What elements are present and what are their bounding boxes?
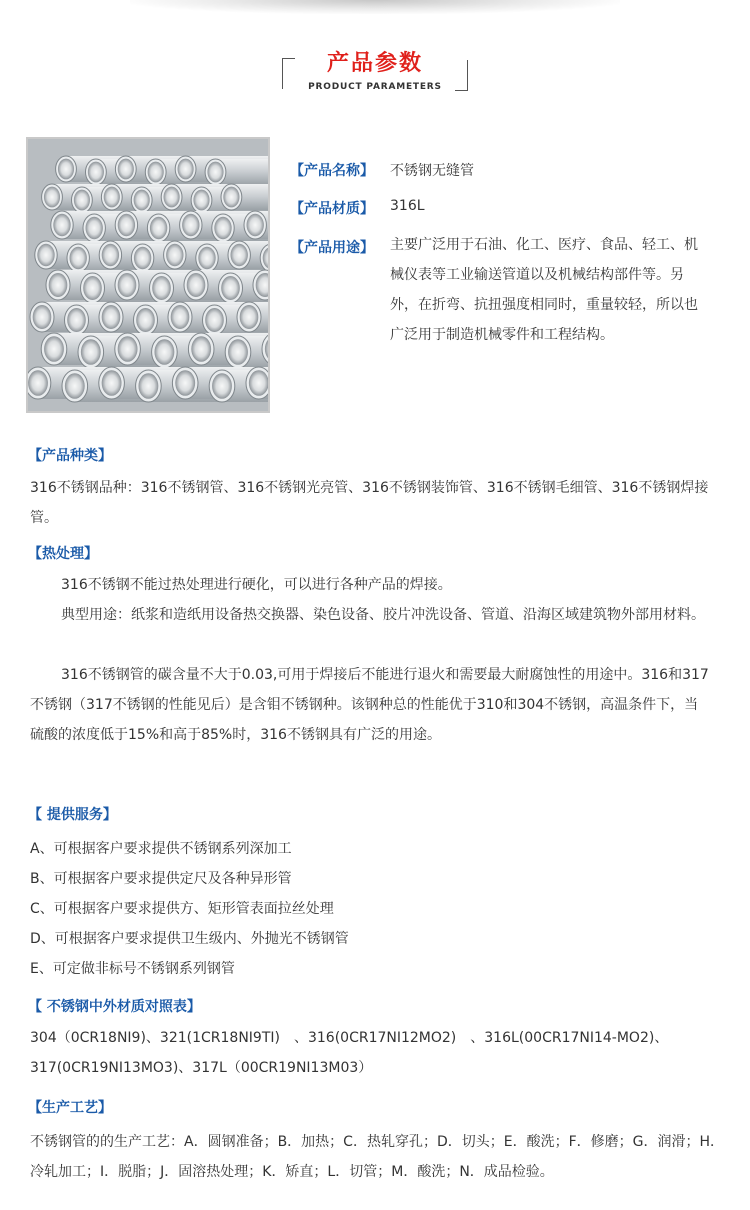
pipe-hole bbox=[83, 276, 102, 300]
service-item-b: B、可根据客户要求提供定尺及各种异形管 bbox=[30, 871, 292, 887]
pipe-hole bbox=[182, 214, 199, 236]
pipe-hole bbox=[221, 276, 240, 300]
pipe-hole bbox=[28, 370, 48, 396]
service-item-e: E、可定做非标号不锈钢系列钢管 bbox=[30, 961, 235, 977]
materials-title: 【 不锈钢中外材质对照表】 bbox=[28, 999, 201, 1015]
pipe-hole bbox=[86, 217, 103, 239]
pipe-hole bbox=[228, 339, 248, 365]
pipe-hole bbox=[37, 244, 54, 266]
pipe-hole bbox=[212, 373, 232, 399]
pipe-hole bbox=[118, 336, 138, 362]
categories-text: 316不锈钢品种：316不锈钢管、316不锈钢光亮管、316不锈钢装饰管、316不锈钢毛细管、316不锈钢焊接管。 bbox=[30, 480, 709, 526]
page-title: 产品参数 bbox=[326, 51, 423, 76]
pipe-hole bbox=[136, 308, 155, 332]
pipe-hole bbox=[118, 214, 135, 236]
pipe-hole bbox=[88, 162, 104, 183]
pipe-hole bbox=[214, 217, 231, 239]
pipe-hole bbox=[81, 339, 101, 365]
pipe-hole bbox=[102, 370, 122, 396]
pipe-hole bbox=[166, 244, 183, 266]
pipe-hole bbox=[53, 214, 70, 236]
top-shadow-divider bbox=[130, 0, 620, 14]
pipe-hole bbox=[231, 244, 248, 266]
spec-value-usage: 主要广泛用于石油、化工、医疗、食品、轻工、机械仪表等工业输送管道以及机械结构部件等。另外，在折弯、抗扭强度相同时，重量较轻，所以也广泛用于制造机械零件和工程结构。 bbox=[390, 237, 698, 343]
spec-label-name: 【产品名称】 bbox=[290, 163, 374, 179]
process-text: 不锈钢管的的生产工艺：A．圆钢准备；B．加热；C．热轧穿孔；D．切头；E．酸洗；F．修磨；G．润滑；H．冷轧加工；I．脱脂；J．固溶热处理；K．矫直；L．切管；M．酸洗；N．成品检验。 bbox=[30, 1134, 725, 1180]
stainless-steel-pipes-photo bbox=[26, 137, 270, 413]
pipe-hole bbox=[49, 273, 68, 297]
heat-treatment-title: 【热处理】 bbox=[28, 546, 98, 562]
services-title: 【 提供服务】 bbox=[28, 807, 117, 823]
pipe-hole bbox=[164, 187, 180, 208]
pipe-hole bbox=[191, 336, 211, 362]
pipe-hole bbox=[178, 159, 194, 180]
pipe-hole bbox=[118, 159, 134, 180]
page-subtitle: PRODUCT PARAMETERS bbox=[308, 82, 442, 92]
heat-treatment-p2: 典型用途：纸浆和造纸用设备热交换器、染色设备、胶片冲洗设备、管道、沿海区域建筑物外部用材料。 bbox=[61, 607, 705, 623]
pipe-hole bbox=[154, 339, 174, 365]
pipe-hole bbox=[240, 305, 259, 329]
pipe-hole bbox=[67, 308, 86, 332]
heat-treatment-p3: 316不锈钢管的碳含量不大于0.03,可用于焊接后不能进行退火和需要最大耐腐蚀性的用途中。316和317不锈钢（317不锈钢的性能见后）是含钼不锈钢种。该钢种总的性能优于310和304不锈钢，高温条件下，当硫酸的浓度低于15%和高于85%时，316不锈钢具有广泛的用途。 bbox=[30, 667, 709, 743]
pipe-hole bbox=[198, 247, 215, 269]
materials-text: 304（0CR18NI9)、321(1CR18NI9TI) 、316(0CR17NI12MO2) 、316L(00CR17NI14-MO2)、317(0CR19NI13MO3)、317L（00CR19NI13M03） bbox=[30, 1030, 669, 1076]
pipe-hole bbox=[44, 336, 64, 362]
pipe-hole bbox=[134, 190, 150, 211]
pipe-hole bbox=[150, 217, 167, 239]
pipe-hole bbox=[247, 214, 264, 236]
spec-value-material: 316L bbox=[390, 198, 425, 214]
spec-label-usage: 【产品用途】 bbox=[290, 240, 374, 256]
pipe-hole bbox=[118, 273, 137, 297]
pipe-hole bbox=[187, 273, 206, 297]
pipe-hole bbox=[207, 162, 223, 183]
heat-treatment-p1: 316不锈钢不能过热处理进行硬化，可以进行各种产品的焊接。 bbox=[61, 577, 452, 593]
pipe-hole bbox=[33, 305, 52, 329]
service-item-c: C、可根据客户要求提供方、矩形管表面拉丝处理 bbox=[30, 901, 334, 917]
categories-title: 【产品种类】 bbox=[28, 448, 112, 464]
service-item-a: A、可根据客户要求提供不锈钢系列深加工 bbox=[30, 841, 292, 857]
pipe-hole bbox=[223, 187, 239, 208]
pipe-hole bbox=[104, 187, 120, 208]
service-item-d: D、可根据客户要求提供卫生级内、外抛光不锈钢管 bbox=[30, 931, 349, 947]
pipe-hole bbox=[58, 159, 74, 180]
pipe-hole bbox=[193, 190, 209, 211]
pipe-hole bbox=[102, 244, 119, 266]
spec-value-name: 不锈钢无缝管 bbox=[390, 163, 474, 179]
pipe-hole bbox=[152, 276, 171, 300]
process-title: 【生产工艺】 bbox=[28, 1100, 112, 1116]
pipe-hole bbox=[70, 247, 87, 269]
pipe-hole bbox=[138, 373, 158, 399]
section-header bbox=[282, 51, 468, 94]
pipe-hole bbox=[148, 162, 164, 183]
pipe-hole bbox=[175, 370, 195, 396]
pipe-hole bbox=[205, 308, 224, 332]
pipe-hole bbox=[171, 305, 190, 329]
pipe-hole bbox=[249, 370, 268, 396]
pipe-hole bbox=[65, 373, 85, 399]
pipe-hole bbox=[44, 187, 60, 208]
pipe-hole bbox=[134, 247, 151, 269]
spec-label-material: 【产品材质】 bbox=[290, 201, 374, 217]
pipe-hole bbox=[74, 190, 90, 211]
pipe-hole bbox=[102, 305, 121, 329]
